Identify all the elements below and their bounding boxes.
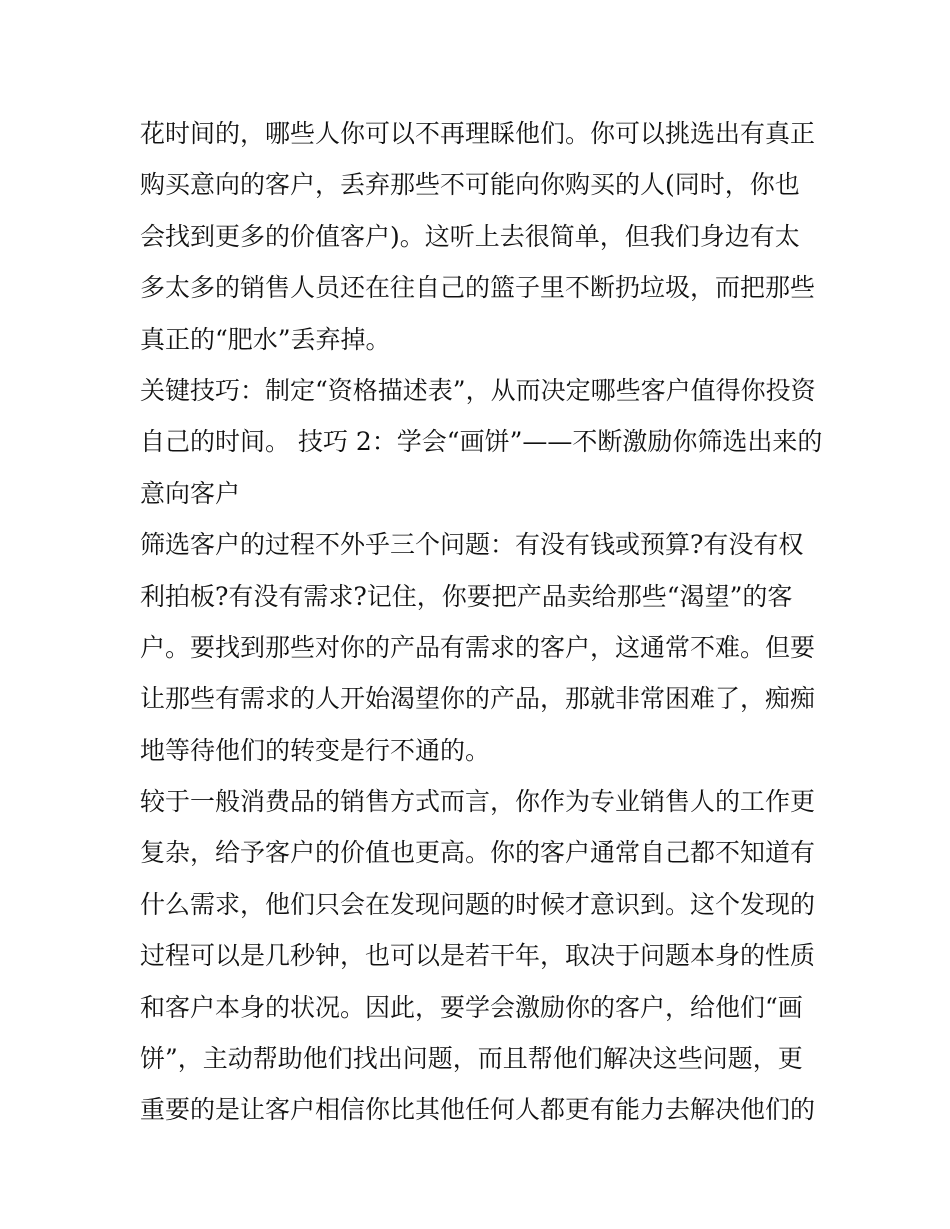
- text-line: 复杂，给予客户的价值也更高。你的客户通常自己都不知道有: [140, 838, 816, 868]
- text-line: 饼”，主动帮助他们找出问题，而且帮他们解决这些问题，更: [140, 1044, 803, 1074]
- text-line: 真正的“肥水”丢弃掉。: [140, 324, 391, 354]
- body-text: [140, 108, 823, 1136]
- text-line: 过程可以是几秒钟，也可以是若干年，取决于问题本身的性质: [140, 941, 816, 971]
- text-line: 花时间的，哪些人你可以不再理睬他们。你可以挑选出有真正: [140, 119, 816, 148]
- text-line: 利拍板?有没有需求?记住，你要把产品卖给那些“渴望”的客: [140, 581, 793, 611]
- text-line: 购买意向的客户，丢弃那些不可能向你购买的人(同时，你也: [140, 170, 800, 200]
- text-line: 地等待他们的转变是行不通的。: [140, 735, 491, 765]
- text-line: 会找到更多的价值客户)。这听上去很简单，但我们身边有太: [140, 221, 800, 251]
- text-line: 意向客户: [140, 478, 241, 508]
- text-line: 户。要找到那些对你的产品有需求的客户，这通常不难。但要: [140, 632, 816, 662]
- text-line: 重要的是让客户相信你比其他任何人都更有能力去解决他们的: [140, 1095, 816, 1125]
- text-line: 和客户本身的状况。因此，要学会激励你的客户，给他们“画: [140, 992, 803, 1022]
- text-line: 让那些有需求的人开始渴望你的产品，那就非常困难了，痴痴: [140, 684, 816, 714]
- text-line: 多太多的销售人员还在往自己的篮子里不断扔垃圾，而把那些: [140, 273, 816, 303]
- text-line: 筛选客户的过程不外乎三个问题：有没有钱或预算?有没有权: [140, 530, 804, 560]
- text-line: 什么需求，他们只会在发现问题的时候才意识到。这个发现的: [140, 889, 816, 919]
- text-line: 较于一般消费品的销售方式而言，你作为专业销售人的工作更: [140, 787, 816, 817]
- text-line: 关键技巧：制定“资格描述表”，从而决定哪些客户值得你投资: [140, 375, 816, 405]
- text-line: 自己的时间。 技巧 2：学会“画饼”——不断激励你筛选出来的: [140, 427, 823, 457]
